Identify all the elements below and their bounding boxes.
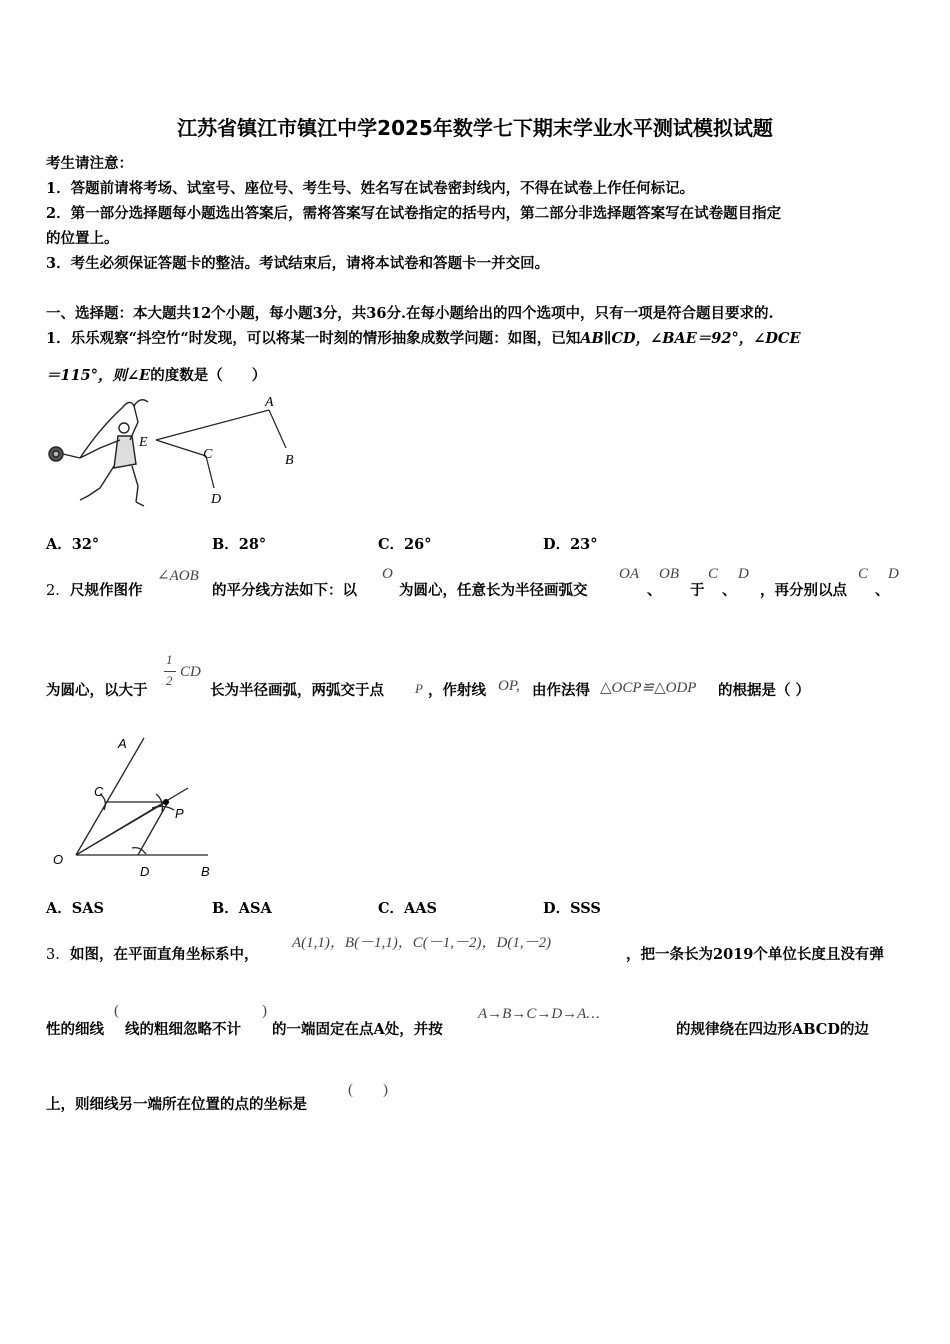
question-2-sep: 、 [722, 582, 737, 599]
figure-label-o: O [53, 852, 64, 867]
question-3-text: 的规律绕在四边形ABCD的边 [676, 1021, 869, 1038]
question-1-option-c[interactable]: C．26° [378, 536, 432, 553]
question-3-text: 如图，在平面直角坐标系中， [70, 946, 259, 963]
question-3-text: 线的粗细忽略不计 [125, 1021, 241, 1038]
question-1-math: ＝115°，则∠E [46, 367, 151, 384]
diabolo-player-illustration [49, 400, 148, 506]
question-1-line-1 [46, 327, 801, 348]
math-points: A(1,1)，B(－1,1)，C(－1,－2)，D(1,－2) [292, 935, 552, 951]
question-2-text: ，作射线 [428, 682, 486, 699]
question-2-figure [48, 730, 228, 885]
math-congruence: △OCP≌△ODP [600, 680, 697, 696]
question-2-text: 的根据是（ ） [718, 682, 811, 699]
page-title: 江苏省镇江市镇江中学2025年数学七下期末学业水平测试模拟试题 [177, 116, 773, 140]
fraction-bar [164, 671, 176, 672]
answer-blank[interactable]: ( ) [348, 1082, 388, 1098]
question-2-text: 于 [690, 582, 705, 599]
question-1-text: 的度数是（ ） [150, 367, 267, 384]
question-2-text: 为圆心，以大于 [46, 682, 148, 699]
fraction-numerator: 1 [166, 652, 173, 667]
math-op: OP, [498, 678, 520, 694]
math-ob: OB [659, 566, 679, 582]
question-1-math: AB∥CD，∠BAE＝92°，∠DCE [580, 330, 801, 347]
math-angle-aob: ∠AOB [157, 568, 199, 584]
question-2-line-1 [46, 579, 70, 600]
question-2-text: 的平分线方法如下：以 [212, 582, 357, 599]
figure-label-p: P [175, 806, 184, 821]
math-c: C [708, 566, 719, 582]
question-2-text: 为圆心，任意长为半径画弧交 [399, 582, 588, 599]
question-1-option-a[interactable]: A．32° [46, 536, 100, 553]
figure-label-b: B [201, 864, 210, 879]
math-path: A→B→C→D→A… [478, 1006, 600, 1022]
question-2-option-c[interactable]: C．AAS [378, 900, 438, 917]
notice-item: 1．答题前请将考场、试室号、座位号、考生号、姓名写在试卷密封线内，不得在试卷上作任何标记。 [46, 180, 695, 197]
question-2-text: ，再分别以点 [760, 582, 847, 599]
question-2-sep: 、 [647, 582, 662, 599]
math-cd: CD [180, 664, 201, 680]
fraction-denominator: 2 [166, 673, 173, 688]
question-3-text: 的一端固定在点A处，并按 [272, 1021, 443, 1038]
question-3-text: 性的细线 [46, 1021, 104, 1038]
math-d: D [738, 566, 749, 582]
notice-item: 2．第一部分选择题每小题选出答案后，需将答案写在试卷指定的括号内，第二部分非选择题答案写在试卷题目指定 [46, 205, 782, 222]
question-1-figure [40, 388, 310, 518]
figure-label-a: A [118, 736, 127, 751]
figure-label-d: D [140, 864, 150, 879]
question-3-number: 3． [46, 947, 70, 963]
question-2-number: 2． [46, 583, 70, 599]
question-2-text: 尺规作图作 [70, 582, 143, 599]
question-1-option-b[interactable]: B．28° [212, 536, 267, 553]
question-2-sep: 、 [875, 582, 890, 599]
figure-label-c: C [94, 784, 104, 799]
notice-heading: 考生请注意： [46, 155, 133, 172]
notice-item: 3．考生必须保证答题卡的整洁。考试结束后，请将本试卷和答题卡一并交回。 [46, 255, 550, 272]
figure-label-e: E [139, 435, 148, 450]
question-1-text: 1．乐乐观察“抖空竹“时发现，可以将某一时刻的情形抽象成数学问题：如图，已知 [46, 330, 581, 347]
question-3-text: 上，则细线另一端所在位置的点的坐标是 [46, 1096, 307, 1113]
question-2-text: 长为半径画弧，两弧交于点 [210, 682, 384, 699]
question-1-line-2 [46, 364, 266, 385]
question-2-option-b[interactable]: B．ASA [212, 900, 272, 917]
figure-label-b: B [285, 453, 294, 468]
figure-label-c: C [203, 447, 213, 462]
question-2-text: 由作法得 [532, 682, 590, 699]
math-p: P [415, 681, 423, 696]
math-d: D [888, 566, 899, 582]
question-2-option-a[interactable]: A．SAS [46, 900, 104, 917]
question-1-option-d[interactable]: D．23° [543, 536, 598, 553]
math-o: O [382, 566, 393, 582]
math-paren: ) [262, 1003, 267, 1019]
section-heading: 一、选择题：本大题共12个小题，每小题3分，共36分.在每小题给出的四个选项中，只有一项是符合题目要求的. [46, 305, 774, 322]
question-3-text: ，把一条长为2019个单位长度且没有弹 [626, 946, 884, 963]
math-c: C [858, 566, 869, 582]
question-2-option-d[interactable]: D．SSS [543, 900, 601, 917]
figure-label-a: A [265, 395, 274, 410]
notice-item: 的位置上。 [46, 230, 119, 247]
figure-label-d: D [211, 492, 222, 507]
math-oa: OA [619, 566, 639, 582]
math-paren: ( [114, 1003, 119, 1019]
